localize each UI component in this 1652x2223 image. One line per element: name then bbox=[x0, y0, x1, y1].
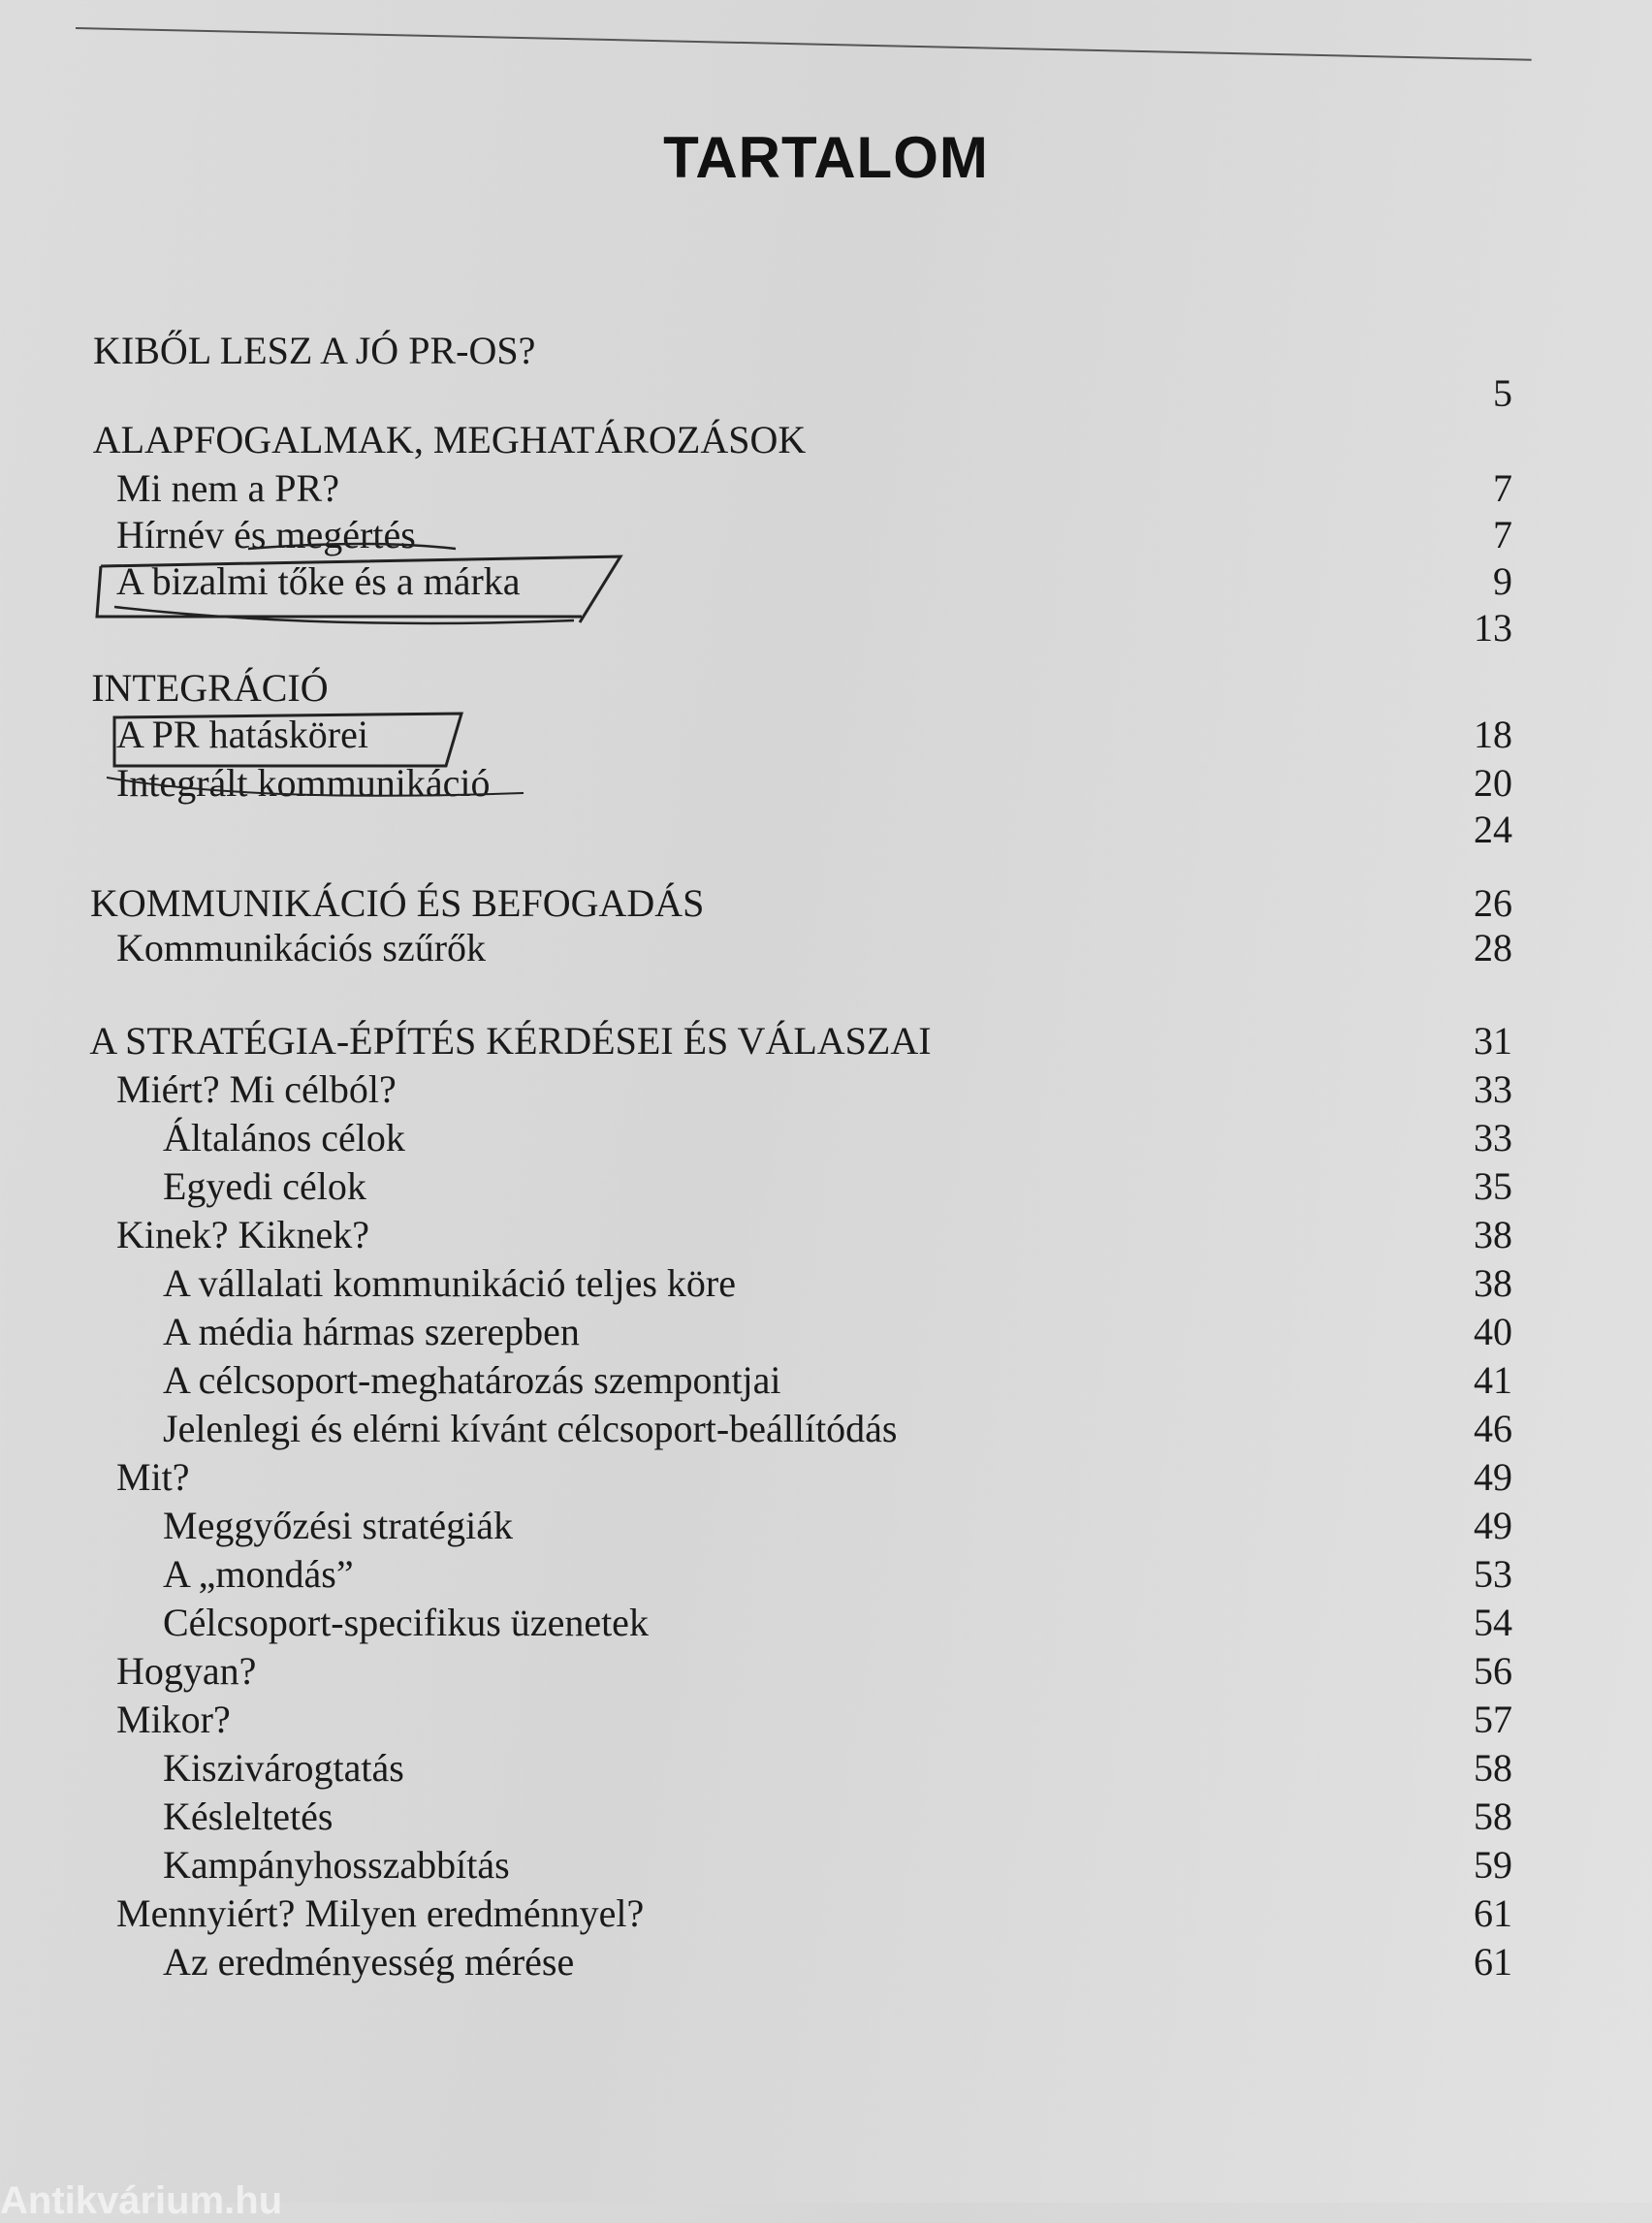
toc-entry-title: Kommunikációs szűrők bbox=[116, 926, 487, 969]
toc-entry-page: 33 bbox=[1474, 1116, 1512, 1159]
pen-box-pr-hataskorei bbox=[114, 714, 461, 766]
toc-entry-page: 5 bbox=[1493, 371, 1512, 415]
toc-entry-page: 41 bbox=[1474, 1358, 1512, 1402]
pen-underline-bizalmi bbox=[114, 607, 574, 623]
toc-entry-title: Kinek? Kiknek? bbox=[116, 1213, 370, 1256]
toc-entry-page: 58 bbox=[1474, 1746, 1512, 1790]
toc-entry-title: A média hármas szerepben bbox=[163, 1310, 580, 1353]
toc-entry-page: 31 bbox=[1474, 1019, 1512, 1063]
toc-entry-title: A vállalati kommunikáció teljes köre bbox=[163, 1261, 736, 1305]
toc-entry-title: Mi nem a PR? bbox=[116, 466, 339, 510]
toc-entry-title: Mikor? bbox=[116, 1698, 231, 1741]
toc-entry-title: Miért? Mi célból? bbox=[116, 1067, 397, 1111]
toc-entry-page: 7 bbox=[1493, 466, 1512, 510]
toc-entry-page: 18 bbox=[1474, 713, 1512, 756]
pen-swoosh-integralt bbox=[107, 778, 524, 796]
toc-entry-title: Kampányhosszabbítás bbox=[163, 1843, 510, 1887]
toc-entry-title: Kiszivárogtatás bbox=[163, 1746, 404, 1790]
toc-entry-page: 24 bbox=[1474, 808, 1512, 851]
toc-entry-page: 61 bbox=[1474, 1891, 1512, 1935]
toc-entry-title: Az eredményesség mérése bbox=[163, 1940, 575, 1984]
toc-entry-title: A PR hatáskörei bbox=[116, 713, 368, 756]
toc-entry-page: 20 bbox=[1474, 761, 1512, 805]
toc-entry-page: 53 bbox=[1474, 1552, 1512, 1596]
toc-entry-title: Jelenlegi és elérni kívánt célcsoport-beállítódás bbox=[163, 1407, 898, 1450]
page-title: TARTALOM bbox=[663, 125, 989, 190]
toc-entry-title: Hírnév és megértés bbox=[116, 513, 416, 556]
toc-entry-page: 46 bbox=[1474, 1407, 1512, 1450]
toc-entry-page: 35 bbox=[1474, 1164, 1512, 1208]
toc-entry-title: Hogyan? bbox=[116, 1649, 257, 1693]
toc-entry-title: A STRATÉGIA-ÉPÍTÉS KÉRDÉSEI ÉS VÁLASZAI bbox=[89, 1019, 932, 1063]
toc-entry-title: Mit? bbox=[116, 1455, 190, 1499]
pen-underline-hirnev bbox=[248, 544, 456, 549]
toc-entry-title: Késleltetés bbox=[163, 1794, 334, 1838]
toc-entry-title: Egyedi célok bbox=[163, 1164, 366, 1208]
toc-entry-page: 49 bbox=[1474, 1455, 1512, 1499]
toc-entry-page: 61 bbox=[1474, 1940, 1512, 1984]
toc-entry-page: 49 bbox=[1474, 1504, 1512, 1547]
toc-entry-title: A „mondás” bbox=[163, 1552, 354, 1596]
toc-entry-page: 59 bbox=[1474, 1843, 1512, 1887]
watermark: Antikvárium.hu bbox=[0, 2179, 283, 2222]
toc-entry-page: 33 bbox=[1474, 1067, 1512, 1111]
toc-entry-page: 40 bbox=[1474, 1310, 1512, 1353]
toc-entry-page: 38 bbox=[1474, 1213, 1512, 1256]
toc-entry-title: Célcsoport-specifikus üzenetek bbox=[163, 1601, 649, 1644]
toc-entry-title: KIBŐL LESZ A JÓ PR-OS? bbox=[93, 329, 536, 372]
toc-entry-title: KOMMUNIKÁCIÓ ÉS BEFOGADÁS bbox=[90, 881, 705, 925]
toc-entry-page: 56 bbox=[1474, 1649, 1512, 1693]
toc-entry-title: INTEGRÁCIÓ bbox=[91, 666, 329, 710]
toc-entry-page: 28 bbox=[1474, 926, 1512, 969]
toc-entry-page: 54 bbox=[1474, 1601, 1512, 1644]
toc-entry-page: 26 bbox=[1474, 881, 1512, 925]
toc-entry-page: 58 bbox=[1474, 1794, 1512, 1838]
toc-entry-page: 57 bbox=[1474, 1698, 1512, 1741]
toc-entry-title: Meggyőzési stratégiák bbox=[163, 1504, 513, 1547]
toc-entry-title: A célcsoport-meghatározás szempontjai bbox=[163, 1358, 781, 1402]
toc-entry-page: 9 bbox=[1493, 559, 1512, 603]
toc-entry-title: ALAPFOGALMAK, MEGHATÁROZÁSOK bbox=[92, 418, 807, 461]
toc-entry-page: 7 bbox=[1493, 513, 1512, 556]
toc-entry-title: Mennyiért? Milyen eredménnyel? bbox=[116, 1891, 645, 1935]
toc-entry-title: Általános célok bbox=[163, 1116, 405, 1159]
toc-entry-page: 13 bbox=[1474, 606, 1512, 650]
toc-entry-title: Integrált kommunikáció bbox=[116, 761, 491, 805]
toc-entry-page: 38 bbox=[1474, 1261, 1512, 1305]
toc-entry-title: A bizalmi tőke és a márka bbox=[116, 559, 521, 603]
